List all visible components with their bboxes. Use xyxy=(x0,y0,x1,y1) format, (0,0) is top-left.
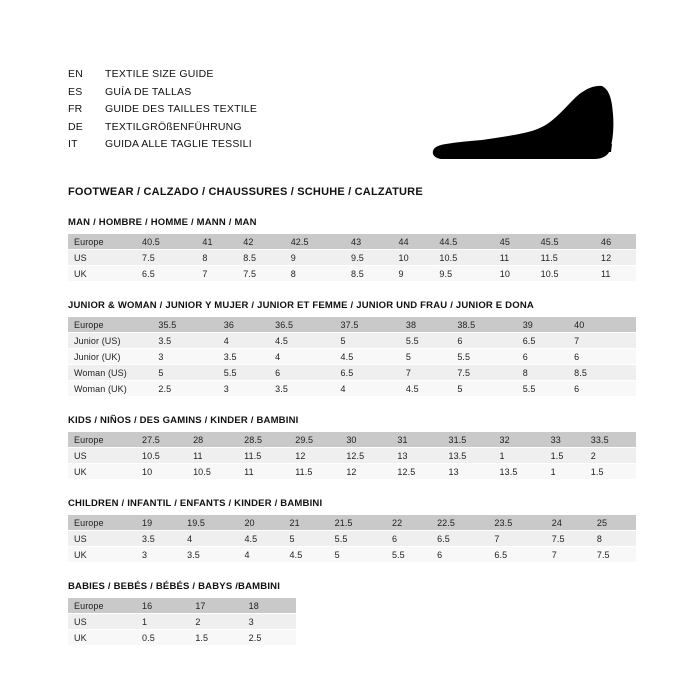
row-label: US xyxy=(68,448,136,464)
cell: 29.5 xyxy=(289,432,340,448)
size-table-junior-woman xyxy=(68,317,636,396)
cell: 11 xyxy=(238,464,289,480)
size-table-children xyxy=(68,515,636,562)
table-row xyxy=(68,317,636,333)
language-code: DE xyxy=(68,120,83,133)
cell xyxy=(620,349,636,365)
table-row xyxy=(68,515,636,531)
cell: 36.5 xyxy=(269,317,334,333)
table-row xyxy=(68,464,636,480)
row-label: US xyxy=(68,614,136,630)
table-row xyxy=(68,614,296,630)
cell: 45 xyxy=(494,234,535,250)
cell: 7 xyxy=(568,333,619,349)
cell: 8 xyxy=(591,531,636,547)
cell: 28 xyxy=(187,432,238,448)
cell: 19.5 xyxy=(181,515,238,531)
cell: 4.5 xyxy=(400,381,451,397)
cell: 4.5 xyxy=(335,349,400,365)
cell: 0.5 xyxy=(136,630,189,646)
cell: 9 xyxy=(285,250,345,266)
cell: 6 xyxy=(386,531,431,547)
cell: 3 xyxy=(218,381,269,397)
group-kids xyxy=(68,415,638,479)
language-code: EN xyxy=(68,68,83,80)
row-label: Woman (UK) xyxy=(68,381,136,397)
cell: 16 xyxy=(136,598,189,614)
group-label: MAN / HOMBRE / HOMME / MANN / MAN xyxy=(68,217,257,228)
cell: 8.5 xyxy=(237,250,284,266)
group-man xyxy=(68,217,638,281)
cell: 5 xyxy=(335,333,400,349)
table-row xyxy=(68,432,636,448)
table-row xyxy=(68,381,636,397)
cell: 5 xyxy=(284,531,329,547)
cell: 11.5 xyxy=(238,448,289,464)
cell: 10 xyxy=(393,250,434,266)
table-row xyxy=(68,630,296,646)
cell: 38 xyxy=(400,317,451,333)
language-row xyxy=(68,101,257,119)
cell: 32 xyxy=(494,432,545,448)
cell: 7.5 xyxy=(451,365,516,381)
cell: 7 xyxy=(400,365,451,381)
language-code: IT xyxy=(68,138,78,150)
cell: 5.5 xyxy=(400,333,451,349)
cell: 5 xyxy=(400,349,451,365)
cell: 1.5 xyxy=(545,448,585,464)
table-row xyxy=(68,234,636,250)
language-row xyxy=(68,119,257,137)
row-label: Woman (US) xyxy=(68,365,136,381)
cell: 1.5 xyxy=(585,464,636,480)
language-row xyxy=(68,66,257,84)
cell: 4 xyxy=(269,349,334,365)
cell xyxy=(620,365,636,381)
size-table-man xyxy=(68,234,636,281)
cell: 23.5 xyxy=(488,515,545,531)
table-row xyxy=(68,333,636,349)
cell: 12.5 xyxy=(391,464,442,480)
cell: 6 xyxy=(451,333,516,349)
cell: 42 xyxy=(237,234,284,250)
cell: 6 xyxy=(269,365,334,381)
cell: 11 xyxy=(187,448,238,464)
cell: 10.5 xyxy=(187,464,238,480)
cell: 13.5 xyxy=(494,464,545,480)
cell: 4.5 xyxy=(238,531,283,547)
cell: 7.5 xyxy=(136,250,196,266)
language-row xyxy=(68,84,257,102)
row-label: US xyxy=(68,531,136,547)
cell: 21.5 xyxy=(329,515,386,531)
cell xyxy=(136,381,152,397)
cell: 6 xyxy=(517,349,568,365)
cell: 1 xyxy=(136,614,189,630)
cell: 10 xyxy=(136,464,187,480)
cell: 7 xyxy=(488,531,545,547)
cell: 13 xyxy=(442,464,493,480)
cell: 5 xyxy=(152,365,217,381)
cell: 3.5 xyxy=(152,333,217,349)
row-label: Europe xyxy=(68,515,136,531)
cell: 37.5 xyxy=(335,317,400,333)
cell: 20 xyxy=(238,515,283,531)
language-code: FR xyxy=(68,103,83,115)
cell: 4.5 xyxy=(269,333,334,349)
row-label: UK xyxy=(68,464,136,480)
table-row xyxy=(68,448,636,464)
group-label: JUNIOR & WOMAN / JUNIOR Y MUJER / JUNIOR ET FEMME / JUNIOR UND FRAU / JUNIOR E DONA xyxy=(68,300,534,311)
cell: 6.5 xyxy=(136,266,196,282)
language-title: GUIDA ALLE TAGLIE TESSILI xyxy=(105,138,252,150)
cell: 6 xyxy=(568,349,619,365)
table-row xyxy=(68,266,636,282)
cell: 2.5 xyxy=(243,630,296,646)
cell: 12 xyxy=(595,250,636,266)
cell: 2 xyxy=(585,448,636,464)
table-row xyxy=(68,598,296,614)
cell: 21 xyxy=(284,515,329,531)
cell: 5.5 xyxy=(329,531,386,547)
size-table-babies xyxy=(68,598,296,645)
cell: 13 xyxy=(391,448,442,464)
cell: 12 xyxy=(340,464,391,480)
cell: 3.5 xyxy=(136,531,181,547)
group-babies xyxy=(68,581,638,645)
cell: 7 xyxy=(196,266,237,282)
cell xyxy=(136,365,152,381)
row-label: UK xyxy=(68,266,136,282)
row-label: Europe xyxy=(68,432,136,448)
cell: 3 xyxy=(136,547,181,563)
cell: 6.5 xyxy=(517,333,568,349)
cell: 11 xyxy=(494,250,535,266)
cell: 9.5 xyxy=(433,266,493,282)
cell: 8 xyxy=(196,250,237,266)
cell: 19 xyxy=(136,515,181,531)
cell: 5.5 xyxy=(517,381,568,397)
cell: 38.5 xyxy=(451,317,516,333)
row-label: Europe xyxy=(68,598,136,614)
cell: 5.5 xyxy=(386,547,431,563)
cell: 4 xyxy=(181,531,238,547)
cell: 1.5 xyxy=(189,630,242,646)
cell: 7.5 xyxy=(546,531,591,547)
cell: 31 xyxy=(391,432,442,448)
cell: 1 xyxy=(494,448,545,464)
cell: 8 xyxy=(517,365,568,381)
row-label: Europe xyxy=(68,234,136,250)
cell: 13.5 xyxy=(442,448,493,464)
cell: 11.5 xyxy=(289,464,340,480)
cell: 10 xyxy=(494,266,535,282)
cell: 18 xyxy=(243,598,296,614)
cell: 12.5 xyxy=(340,448,391,464)
cell: 10.5 xyxy=(535,266,595,282)
cell: 40.5 xyxy=(136,234,196,250)
cell: 5 xyxy=(329,547,386,563)
group-label: BABIES / BEBÉS / BÉBÉS / BABYS /BAMBINI xyxy=(68,581,281,592)
cell: 2.5 xyxy=(152,381,217,397)
cell: 10.5 xyxy=(433,250,493,266)
cell: 11.5 xyxy=(535,250,595,266)
cell: 6.5 xyxy=(335,365,400,381)
cell: 46 xyxy=(595,234,636,250)
row-label: Junior (UK) xyxy=(68,349,136,365)
cell: 4 xyxy=(218,333,269,349)
language-title: TEXTILE SIZE GUIDE xyxy=(105,68,214,80)
cell: 22 xyxy=(386,515,431,531)
cell: 6.5 xyxy=(431,531,488,547)
cell: 3.5 xyxy=(181,547,238,563)
cell: 33 xyxy=(545,432,585,448)
cell: 5 xyxy=(451,381,516,397)
table-row xyxy=(68,365,636,381)
row-label: Junior (US) xyxy=(68,333,136,349)
cell: 35.5 xyxy=(152,317,217,333)
page-title: FOOTWEAR / CALZADO / CHAUSSURES / SCHUHE / CALZATURE xyxy=(68,186,423,198)
cell: 28.5 xyxy=(238,432,289,448)
cell: 30 xyxy=(340,432,391,448)
cell: 44.5 xyxy=(433,234,493,250)
cell: 3.5 xyxy=(269,381,334,397)
cell: 8.5 xyxy=(568,365,619,381)
language-title: TEXTILGRÖßENFÜHRUNG xyxy=(105,120,242,133)
cell xyxy=(620,317,636,333)
cell xyxy=(620,333,636,349)
group-children xyxy=(68,498,638,562)
language-title-list xyxy=(68,66,257,154)
cell: 8.5 xyxy=(345,266,392,282)
cell: 45.5 xyxy=(535,234,595,250)
cell xyxy=(136,333,152,349)
cell: 6.5 xyxy=(488,547,545,563)
group-label: CHILDREN / INFANTIL / ENFANTS / KINDER / BAMBINI xyxy=(68,498,323,509)
cell: 12 xyxy=(289,448,340,464)
language-row xyxy=(68,136,257,154)
table-row xyxy=(68,349,636,365)
cell: 10.5 xyxy=(136,448,187,464)
cell: 24 xyxy=(546,515,591,531)
cell: 8 xyxy=(285,266,345,282)
cell: 27.5 xyxy=(136,432,187,448)
table-row xyxy=(68,547,636,563)
cell: 11 xyxy=(595,266,636,282)
page-header xyxy=(68,60,638,166)
cell: 22.5 xyxy=(431,515,488,531)
cell: 7 xyxy=(546,547,591,563)
size-table-kids xyxy=(68,432,636,479)
language-title: GUIDE DES TAILLES TEXTILE xyxy=(105,103,258,115)
row-label: UK xyxy=(68,547,136,563)
cell: 4 xyxy=(238,547,283,563)
cell: 9 xyxy=(393,266,434,282)
cell: 7.5 xyxy=(237,266,284,282)
cell: 42.5 xyxy=(285,234,345,250)
cell: 2 xyxy=(189,614,242,630)
cell xyxy=(620,381,636,397)
cell: 7.5 xyxy=(591,547,636,563)
group-label: KIDS / NIÑOS / DES GAMINS / KINDER / BAMBINI xyxy=(68,415,299,426)
cell: 3 xyxy=(243,614,296,630)
row-label: US xyxy=(68,250,136,266)
cell: 44 xyxy=(393,234,434,250)
cell: 9.5 xyxy=(345,250,392,266)
group-junior-woman xyxy=(68,300,638,396)
cell: 5.5 xyxy=(218,365,269,381)
language-title: GUÍA DE TALLAS xyxy=(105,85,192,98)
cell xyxy=(136,317,152,333)
cell: 3.5 xyxy=(218,349,269,365)
cell: 6 xyxy=(431,547,488,563)
cell: 4 xyxy=(335,381,400,397)
cell: 41 xyxy=(196,234,237,250)
cell: 3 xyxy=(152,349,217,365)
cell: 39 xyxy=(517,317,568,333)
row-label: UK xyxy=(68,630,136,646)
cell: 1 xyxy=(545,464,585,480)
cell xyxy=(136,349,152,365)
cell: 17 xyxy=(189,598,242,614)
language-code: ES xyxy=(68,85,83,98)
row-label: Europe xyxy=(68,317,136,333)
table-row xyxy=(68,250,636,266)
cell: 31.5 xyxy=(442,432,493,448)
cell: 36 xyxy=(218,317,269,333)
dress-shoe-icon xyxy=(430,82,620,166)
cell: 43 xyxy=(345,234,392,250)
cell: 25 xyxy=(591,515,636,531)
cell: 40 xyxy=(568,317,619,333)
table-row xyxy=(68,531,636,547)
cell: 6 xyxy=(568,381,619,397)
cell: 5.5 xyxy=(451,349,516,365)
cell: 4.5 xyxy=(284,547,329,563)
cell: 33.5 xyxy=(585,432,636,448)
